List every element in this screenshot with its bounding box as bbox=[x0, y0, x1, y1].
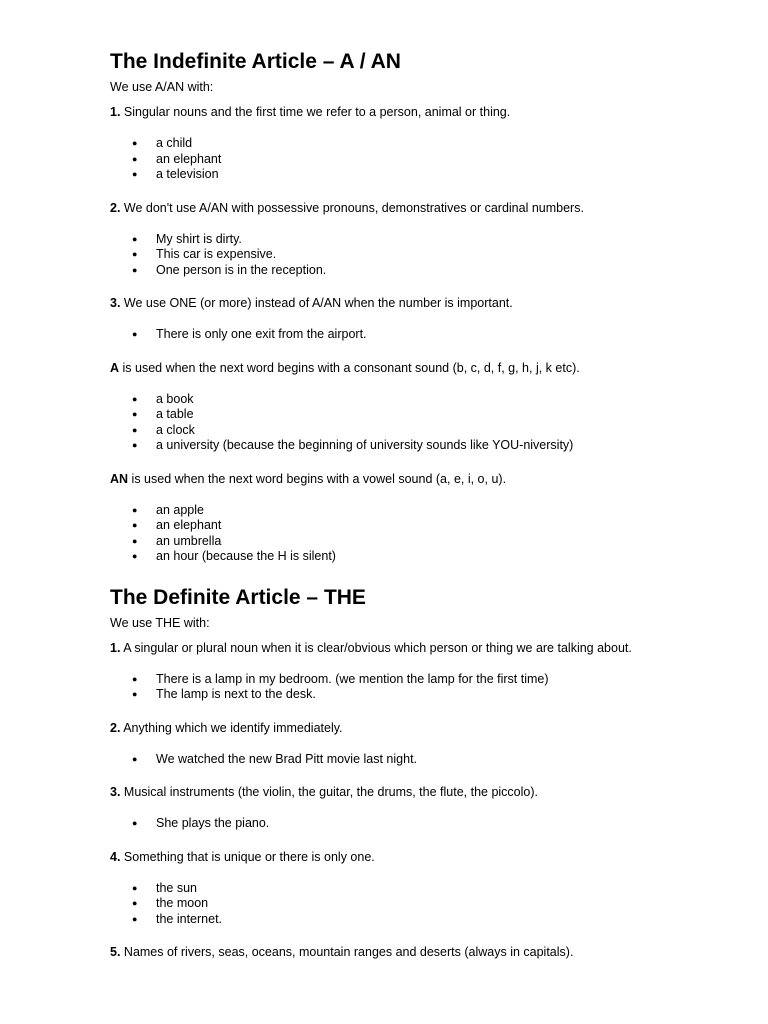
list-item-text: This car is expensive. bbox=[156, 247, 277, 261]
bullet-icon: ● bbox=[132, 153, 138, 164]
list-item bbox=[110, 232, 710, 248]
list-item bbox=[110, 423, 710, 439]
list-item bbox=[110, 438, 710, 454]
bullet-icon: ● bbox=[132, 818, 138, 828]
example-list bbox=[110, 392, 710, 454]
list-item-text: a clock bbox=[156, 422, 195, 437]
list-item bbox=[110, 752, 710, 768]
list-item bbox=[110, 247, 710, 263]
list-item bbox=[110, 549, 710, 565]
list-item-text: We watched the new Brad Pitt movie last night. bbox=[156, 751, 418, 766]
list-item-text: an elephant bbox=[156, 518, 222, 532]
bullet-icon: ● bbox=[132, 673, 138, 684]
bullet-icon: ● bbox=[132, 424, 138, 435]
list-item-text: There is only one exit from the airport. bbox=[156, 327, 367, 341]
rule-paragraph bbox=[110, 295, 710, 311]
rule-number: AN bbox=[110, 471, 129, 486]
list-item-text: My shirt is dirty. bbox=[156, 231, 242, 246]
rule-number: 5. bbox=[110, 945, 121, 959]
list-item bbox=[110, 881, 710, 897]
rule-paragraph bbox=[110, 640, 710, 656]
list-item-text: a table bbox=[156, 407, 194, 421]
list-item bbox=[110, 518, 710, 534]
list-item-text: the internet. bbox=[156, 911, 223, 926]
rule-number: A bbox=[110, 360, 120, 375]
list-item bbox=[110, 896, 710, 912]
rule-paragraph bbox=[110, 849, 710, 865]
bullet-icon: ● bbox=[132, 233, 138, 244]
list-item bbox=[110, 407, 710, 423]
example-list bbox=[110, 881, 710, 928]
bullet-icon: ● bbox=[132, 689, 138, 699]
bullet-icon: ● bbox=[132, 913, 138, 924]
rule-number: 3. bbox=[110, 296, 121, 310]
list-item-text: One person is in the reception. bbox=[156, 262, 327, 277]
example-list bbox=[110, 816, 710, 832]
list-item-text: a television bbox=[156, 167, 219, 181]
rule-paragraph bbox=[110, 471, 710, 487]
list-item bbox=[110, 503, 710, 519]
list-item-text: There is a lamp in my bedroom. (we mention the lamp for the first time) bbox=[156, 671, 549, 686]
rule-text: Something that is unique or there is only one. bbox=[120, 849, 375, 864]
section-intro: We use A/AN with: bbox=[110, 80, 214, 94]
list-item-text: an umbrella bbox=[156, 533, 222, 548]
document-body bbox=[110, 49, 710, 960]
bullet-icon: ● bbox=[132, 898, 138, 908]
rule-paragraph bbox=[110, 944, 710, 960]
list-item bbox=[110, 136, 710, 152]
bullet-icon: ● bbox=[132, 249, 138, 259]
list-item-text: She plays the piano. bbox=[156, 816, 270, 830]
list-item-text: The lamp is next to the desk. bbox=[156, 687, 316, 701]
rule-paragraph bbox=[110, 784, 710, 800]
rule-text: Anything which we identify immediately. bbox=[120, 720, 343, 735]
rule-number: 2. bbox=[110, 720, 121, 735]
list-item bbox=[110, 816, 710, 832]
list-item-text: a child bbox=[156, 136, 193, 150]
example-list bbox=[110, 503, 710, 565]
bullet-icon: ● bbox=[132, 753, 138, 764]
list-item-text: a university (because the beginning of university sounds like YOU-niversity) bbox=[156, 438, 574, 452]
rule-text: We use ONE (or more) instead of A/AN when the number is important. bbox=[120, 296, 513, 310]
rule-text: A singular or plural noun when it is clear/obvious which person or thing we are talking about. bbox=[120, 640, 632, 655]
bullet-icon: ● bbox=[132, 138, 138, 148]
bullet-icon: ● bbox=[132, 551, 138, 561]
list-item-text: an elephant bbox=[156, 151, 222, 166]
rule-text: Singular nouns and the first time we refer to a person, animal or thing. bbox=[120, 105, 511, 119]
list-item-text: an apple bbox=[156, 502, 204, 517]
rule-text: Musical instruments (the violin, the guitar, the drums, the flute, the piccolo). bbox=[120, 785, 538, 799]
bullet-icon: ● bbox=[132, 169, 138, 179]
bullet-icon: ● bbox=[132, 409, 138, 419]
rule-text: Names of rivers, seas, oceans, mountain ranges and deserts (always in capitals). bbox=[120, 945, 574, 959]
rule-paragraph bbox=[110, 200, 710, 216]
list-item-text: an hour (because the H is silent) bbox=[156, 549, 336, 563]
section-title-indefinite: The Indefinite Article – A / AN bbox=[110, 50, 401, 73]
example-list bbox=[110, 232, 710, 279]
bullet-icon: ● bbox=[132, 264, 138, 275]
rule-text: We don't use A/AN with possessive pronouns, demonstratives or cardinal numbers. bbox=[120, 200, 584, 215]
bullet-icon: ● bbox=[132, 520, 138, 530]
list-item bbox=[110, 912, 710, 928]
list-item bbox=[110, 167, 710, 183]
rule-number: 2. bbox=[110, 200, 121, 215]
rule-text: is used when the next word begins with a consonant sound (b, c, d, f, g, h, j, k etc). bbox=[119, 360, 580, 375]
list-item-text: the moon bbox=[156, 896, 209, 910]
bullet-icon: ● bbox=[132, 393, 138, 404]
bullet-icon: ● bbox=[132, 504, 138, 515]
bullet-icon: ● bbox=[132, 329, 138, 339]
rule-paragraph bbox=[110, 104, 710, 120]
example-list bbox=[110, 752, 710, 768]
section-intro: We use THE with: bbox=[110, 615, 210, 630]
rule-paragraph bbox=[110, 720, 710, 736]
list-item bbox=[110, 672, 710, 688]
list-item-text: a book bbox=[156, 391, 194, 406]
list-item-text: the sun bbox=[156, 880, 198, 895]
list-item bbox=[110, 327, 710, 343]
list-item bbox=[110, 392, 710, 408]
bullet-icon: ● bbox=[132, 882, 138, 893]
rule-number: 3. bbox=[110, 785, 121, 799]
example-list bbox=[110, 327, 710, 343]
list-item bbox=[110, 263, 710, 279]
list-item bbox=[110, 534, 710, 550]
example-list bbox=[110, 672, 710, 703]
rule-number: 1. bbox=[110, 105, 121, 119]
rule-number: 4. bbox=[110, 849, 121, 864]
rule-text: is used when the next word begins with a vowel sound (a, e, i, o, u). bbox=[128, 471, 507, 486]
example-list bbox=[110, 136, 710, 183]
bullet-icon: ● bbox=[132, 535, 138, 546]
bullet-icon: ● bbox=[132, 440, 138, 450]
rule-paragraph bbox=[110, 360, 710, 376]
section-title-definite: The Definite Article – THE bbox=[110, 585, 366, 609]
list-item bbox=[110, 152, 710, 168]
list-item bbox=[110, 687, 710, 703]
rule-number: 1. bbox=[110, 640, 121, 655]
